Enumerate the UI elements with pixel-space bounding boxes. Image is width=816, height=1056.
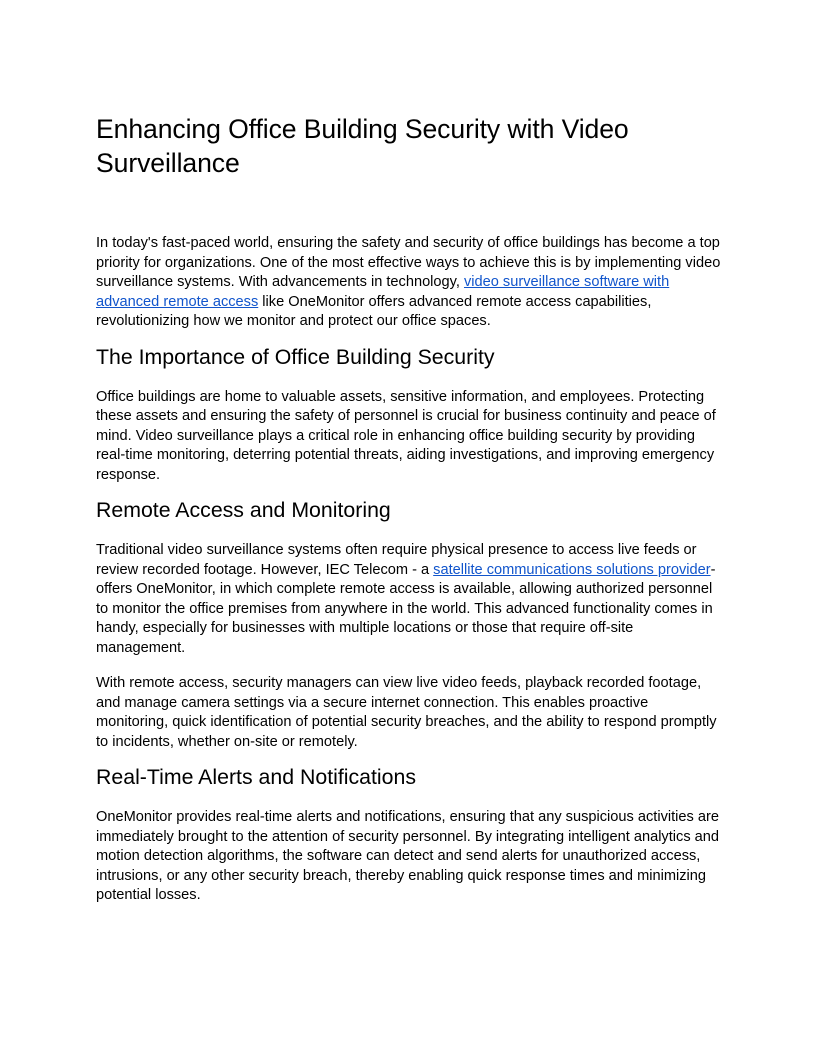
- remote-text-before-link: Traditional video surveillance systems often require physical presence to access live feeds or review recorded footage. However, IEC Telecom - a: [96, 542, 697, 578]
- remote-access-paragraph-1: [96, 541, 722, 658]
- intro-text-before-link: In today's fast-paced world, ensuring the safety and security of office buildings has become a top priority for organizations. One of the most effective ways to achieve this is by implementing video surveillance systems. With advancements in technology,: [96, 235, 721, 290]
- importance-paragraph: Office buildings are home to valuable assets, sensitive information, and employees. Protecting these assets and ensuring the safety of personnel is crucial for business continuity and peace of mind. Video surveillance plays a critical role in enhancing office building security by providing real-time monitoring, deterring potential threats, aiding investigations, and improving emergency response.: [96, 388, 716, 483]
- document-page: [96, 112, 722, 906]
- section-heading-remote-access: Remote Access and Monitoring: [96, 498, 391, 522]
- intro-text-after-link: like OneMonitor offers advanced remote access capabilities, revolutionizing how we monitor and protect our office spaces.: [96, 293, 652, 329]
- section-heading-alerts: Real-Time Alerts and Notifications: [96, 765, 416, 789]
- document-title: Enhancing Office Building Security with Video Surveillance: [96, 114, 629, 178]
- video-surveillance-software-link[interactable]: video surveillance software with advanced remote access: [96, 274, 670, 310]
- intro-paragraph: [96, 234, 722, 332]
- remote-access-paragraph-2: With remote access, security managers can view live video feeds, playback recorded footage, and manage camera settings via a secure internet connection. This enables proactive monitoring, quick identification of potential security breaches, and the ability to respond promptly to incidents, whether on-site or remotely.: [96, 675, 717, 750]
- alerts-paragraph: OneMonitor provides real-time alerts and notifications, ensuring that any suspicious activities are immediately brought to the attention of security personnel. By integrating intelligent analytics and motion detection algorithms, the software can detect and send alerts for unauthorized access, intrusions, or any other security breach, thereby enabling quick response times and minimizing potential losses.: [96, 809, 720, 903]
- remote-text-after-link: - offers OneMonitor, in which complete remote access is available, allowing authorized personnel to monitor the office premises from anywhere in the world. This advanced functionality comes in handy, especially for businesses with multiple locations or those that require off-site management.: [96, 561, 716, 656]
- satellite-communications-link[interactable]: satellite communications solutions provider: [433, 561, 711, 578]
- section-heading-importance: The Importance of Office Building Security: [96, 344, 495, 369]
